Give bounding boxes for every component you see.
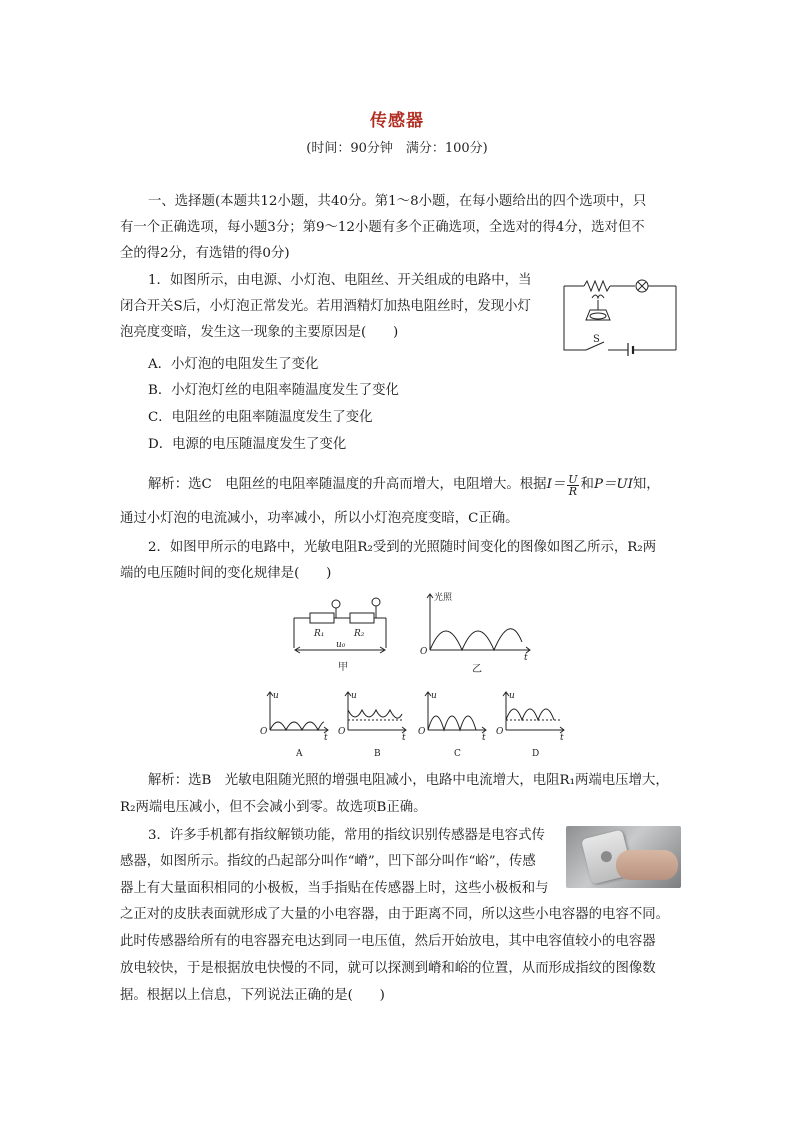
fingerprint-sensor-icon — [600, 850, 613, 863]
q1-option-a: A．小灯泡的电阻发生了变化 — [148, 357, 319, 372]
q2-analysis-line-1: 解析：选B 光敏电阻随光照的增强电阻减小，电路中电流增大，电阻R₁两端电压增大， — [148, 773, 669, 788]
q2-stem-line-1: 2．如图甲所示的电路中，光敏电阻R₂受到的光照随时间变化的图像如图乙所示，R₂两 — [148, 540, 657, 555]
q1-stem-line-3: 泡亮度变暗，发生这一现象的主要原因是( ) — [120, 325, 399, 340]
exam-info: (时间：90分钟 满分：100分) — [306, 141, 488, 156]
q3-stem-line-2: 感器，如图所示。指纹的凸起部分叫作“嵴”，凹下部分叫作“峪”，传感 — [120, 854, 536, 869]
q3-stem-line-4: 之正对的皮肤表面就形成了大量的小电容器，由于距离不同，所以这些小电容器的电容不同。 — [120, 907, 670, 922]
q1-stem-line-2: 闭合开关S后，小灯泡正常发光。若用酒精灯加热电阻丝时，发现小灯 — [120, 299, 531, 314]
q1-switch-label: S — [593, 334, 600, 345]
q3-stem-line-6: 放电较快，于是根据放电快慢的不同，就可以探测到嵴和峪的位置，从而形成指纹的图像数 — [120, 961, 656, 976]
q2-option-b-graph — [336, 688, 412, 760]
q2-jia-r2-label: R₂ — [354, 629, 365, 639]
q1-analysis-line-2: 通过小灯泡的电流减小，功率减小，所以小灯泡亮度变暗，C正确。 — [120, 511, 519, 526]
q1-stem-line-1: 1．如图所示，由电源、小灯泡、电阻丝、开关组成的电路中，当 — [148, 273, 532, 288]
q1-analysis-text-c: 知， — [632, 477, 660, 492]
q1-circuit-figure — [556, 272, 684, 356]
q1-formula-power: P＝UI — [593, 477, 633, 492]
q3-stem-line-5: 此时传感器给所有的电容器充电达到同一电压值，然后开始放电，其中电容值较小的电容器 — [120, 934, 656, 949]
page-title: 传感器 — [370, 111, 424, 131]
q2-a-ylabel: u — [273, 691, 279, 701]
q2-stem-line-2: 端的电压随时间的变化规律是( ) — [120, 566, 332, 581]
q1-analysis-line-1 — [148, 472, 660, 498]
q2-a-origin: O — [260, 727, 268, 737]
q3-stem-line-1: 3．许多手机都有指纹解锁功能，常用的指纹识别传感器是电容式传 — [148, 828, 545, 843]
q2-jia-u0-label: u₀ — [336, 640, 346, 650]
q2-yi-caption: 乙 — [472, 664, 482, 675]
q2-b-label: B — [374, 749, 381, 759]
q2-figure-yi — [418, 588, 536, 676]
q1-option-d: D．电源的电压随温度发生了变化 — [148, 437, 347, 452]
q3-fingerprint-photo — [566, 826, 681, 888]
q2-option-d-graph — [494, 688, 570, 760]
q2-option-c-graph — [416, 688, 492, 760]
q2-yi-xlabel: t — [524, 653, 528, 663]
q1-option-b: B．小灯泡灯丝的电阻率随温度发生了变化 — [148, 383, 399, 398]
q1-analysis-text-a: 解析：选C 电阻丝的电阻率随温度的升高而增大，电阻增大。根据 — [148, 477, 547, 492]
q1-analysis-text-b: 和 — [580, 477, 594, 492]
q2-d-xlabel: t — [560, 733, 564, 743]
q1-option-c: C．电阻丝的电阻率随温度发生了变化 — [148, 410, 373, 425]
q2-analysis-line-2: R₂两端电压减小，但不会减小到零。故选项B正确。 — [120, 800, 427, 815]
q2-jia-r1-label: R₁ — [314, 629, 325, 639]
q2-figure-jia — [288, 592, 400, 674]
q2-b-xlabel: t — [402, 733, 406, 743]
q2-a-label: A — [296, 749, 303, 759]
section-intro-line-1: 一、选择题(本题共12小题，共40分。第1～8小题，在每小题给出的四个选项中，只 — [148, 194, 647, 209]
q2-b-origin: O — [338, 727, 346, 737]
section-intro-line-3: 全的得2分，有选错的得0分) — [120, 246, 290, 261]
q2-yi-origin: O — [420, 647, 428, 657]
q1-formula-lhs: I＝ — [546, 477, 566, 492]
section-intro-line-2: 有一个正确选项，每小题3分；第9～12小题有多个正确选项，全选对的得4分，选对但不 — [120, 220, 645, 235]
q2-jia-caption: 甲 — [338, 662, 348, 673]
q2-a-xlabel: t — [324, 733, 328, 743]
q2-d-label: D — [532, 749, 540, 759]
q2-d-origin: O — [496, 727, 504, 737]
q2-c-ylabel: u — [431, 691, 437, 701]
q2-yi-ylabel: 光照 — [434, 593, 453, 603]
q2-b-ylabel: u — [351, 691, 357, 701]
q1-fraction-numerator: U — [568, 472, 578, 486]
q2-option-a-graph — [258, 688, 334, 760]
q2-d-ylabel: u — [509, 691, 515, 701]
finger-image — [616, 850, 678, 880]
q2-c-xlabel: t — [482, 733, 486, 743]
q1-fraction-denominator: R — [568, 484, 578, 498]
q2-c-origin: O — [418, 727, 426, 737]
q3-stem-line-7: 据。根据以上信息，下列说法正确的是( ) — [120, 988, 385, 1003]
q3-stem-line-3: 器上有大量面积相同的小极板，当手指贴在传感器上时，这些小极板和与 — [120, 881, 549, 896]
q2-c-label: C — [454, 749, 461, 759]
q1-fraction — [567, 474, 578, 497]
